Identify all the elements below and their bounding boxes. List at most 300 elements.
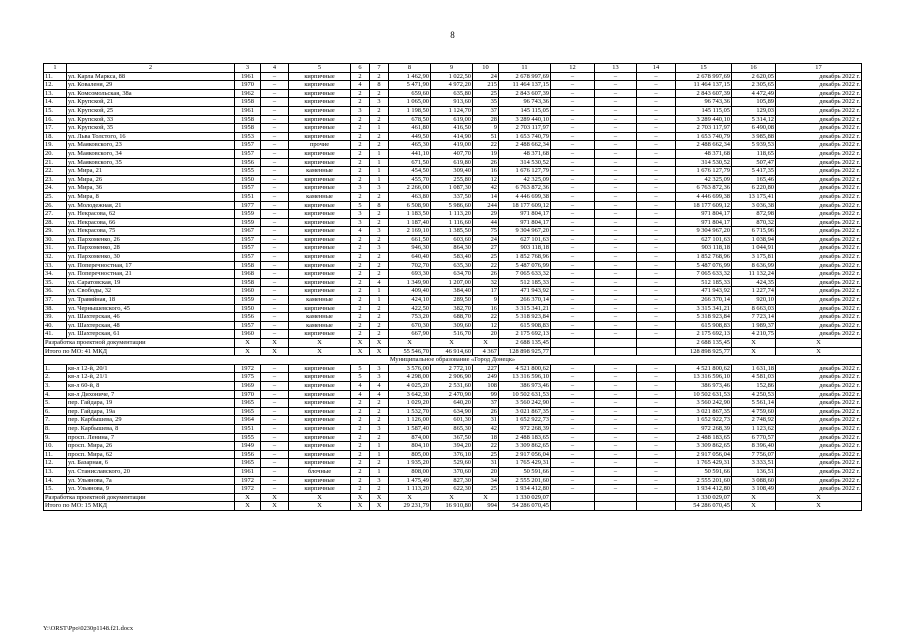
table-cell: ул. Шахтерская, 48 [67, 321, 235, 330]
table-cell: 3. [44, 381, 67, 390]
table-cell: ул. Карла Маркса, 88 [67, 72, 235, 81]
table-cell: – [637, 304, 676, 313]
table-cell: – [637, 106, 676, 115]
table-cell: – [551, 192, 595, 201]
table-cell: декабрь 2022 г. [776, 218, 862, 227]
x-mark: Х [351, 339, 370, 348]
table-cell: 1 676 127,79 [676, 167, 732, 176]
table-cell: ул. Маяковского, 34 [67, 149, 235, 158]
table-cell: 1953 [235, 132, 261, 141]
table-cell: 24 [473, 235, 499, 244]
table-cell: 627 101,63 [676, 235, 732, 244]
table-cell: – [637, 407, 676, 416]
x-mark: Х [289, 347, 351, 356]
x-mark: Х [732, 347, 776, 356]
table-cell: 4. [44, 390, 67, 399]
table-cell: 1972 [235, 476, 261, 485]
table-cell: кирпичные [289, 201, 351, 210]
table-cell: – [595, 261, 637, 270]
table-row [44, 253, 862, 262]
table-cell: 2 [370, 330, 389, 339]
table-cell: 37. [44, 296, 67, 305]
table-cell: 1 935,20 [389, 459, 431, 468]
table-cell: 2 [351, 278, 370, 287]
table-cell: – [551, 485, 595, 494]
table-row [44, 270, 862, 279]
table-cell: 1 126,00 [389, 416, 431, 425]
table-cell: – [551, 407, 595, 416]
table-row [44, 373, 862, 382]
table-cell: декабрь 2022 г. [776, 485, 862, 494]
table-cell: – [595, 287, 637, 296]
table-cell: 1951 [235, 424, 261, 433]
table-cell: 972 268,39 [499, 424, 551, 433]
table-cell: – [637, 416, 676, 425]
table-cell: – [637, 175, 676, 184]
table-cell: 661,50 [389, 235, 431, 244]
total-area: 55 546,70 [389, 347, 431, 356]
table-cell: – [595, 124, 637, 133]
table-cell: 314 530,52 [499, 158, 551, 167]
x-mark: Х [235, 502, 261, 511]
table-cell: – [595, 399, 637, 408]
table-cell: 266 370,14 [676, 296, 732, 305]
table-cell: 640,40 [389, 253, 431, 262]
table-cell: кирпичные [289, 81, 351, 90]
table-cell: 1964 [235, 416, 261, 425]
table-cell: 407,70 [431, 149, 473, 158]
table-cell: 1956 [235, 313, 261, 322]
table-cell: 1959 [235, 296, 261, 305]
table-cell: – [261, 287, 289, 296]
table-cell: – [595, 364, 637, 373]
table-cell: 1 038,94 [732, 235, 776, 244]
table-cell: 1 765 429,31 [499, 459, 551, 468]
table-cell: – [551, 390, 595, 399]
table-cell: 34. [44, 270, 67, 279]
table-row [44, 124, 862, 133]
table-cell: – [551, 278, 595, 287]
table-cell: кв-л 12-й, 20/1 [67, 364, 235, 373]
table-cell: 1 087,30 [431, 184, 473, 193]
table-row [44, 330, 862, 339]
table-cell: 1 [370, 450, 389, 459]
table-cell: 3 [370, 244, 389, 253]
table-cell: 39. [44, 313, 67, 322]
table-cell: – [551, 296, 595, 305]
table-cell: 3 333,51 [732, 459, 776, 468]
table-cell: 1951 [235, 192, 261, 201]
table-row [44, 287, 862, 296]
table-cell: 2 [351, 313, 370, 322]
table-cell: – [551, 287, 595, 296]
table-cell: 2 [370, 72, 389, 81]
table-cell: 1956 [235, 450, 261, 459]
table-cell: 971 804,17 [499, 218, 551, 227]
table-cell: – [261, 72, 289, 81]
table-cell: 244 [473, 201, 499, 210]
table-cell: 20 [473, 330, 499, 339]
table-cell: – [261, 296, 289, 305]
empty-cell [637, 339, 676, 348]
total-amount: 128 898 925,77 [499, 347, 551, 356]
table-cell: 11. [44, 450, 67, 459]
table-cell: 9 [473, 296, 499, 305]
table-cell: 1962 [235, 89, 261, 98]
table-cell: 1960 [235, 330, 261, 339]
table-cell: 25 [473, 485, 499, 494]
table-cell: 37 [473, 399, 499, 408]
table-cell: – [637, 81, 676, 90]
x-mark: Х [732, 339, 776, 348]
table-cell: кв-л Дихониче, 7 [67, 390, 235, 399]
table-cell: 1958 [235, 115, 261, 124]
table-cell: – [551, 141, 595, 150]
table-cell: 1958 [235, 278, 261, 287]
table-cell: – [261, 270, 289, 279]
x-mark: Х [776, 502, 862, 511]
table-cell: 1 116,60 [431, 218, 473, 227]
table-cell: 2 488 662,34 [499, 141, 551, 150]
table-cell: 15. [44, 106, 67, 115]
table-cell: 870,32 [732, 218, 776, 227]
table-cell: 2 [351, 175, 370, 184]
table-cell: кирпичные [289, 253, 351, 262]
table-cell: 1 187,40 [389, 218, 431, 227]
table-cell: 10. [44, 442, 67, 451]
table-cell: 678,50 [389, 115, 431, 124]
table-cell: кирпичные [289, 72, 351, 81]
table-cell: 382,70 [431, 304, 473, 313]
table-cell: 1970 [235, 390, 261, 399]
table-cell: – [595, 141, 637, 150]
table-cell: 5 [351, 373, 370, 382]
table-cell: – [595, 98, 637, 107]
table-cell: 864,30 [431, 244, 473, 253]
table-cell: 22 [473, 141, 499, 150]
table-cell: 2 555 201,60 [499, 476, 551, 485]
table-cell: 3 [351, 106, 370, 115]
table-cell: 17 [473, 287, 499, 296]
table-cell: 1957 [235, 235, 261, 244]
x-mark: Х [289, 502, 351, 511]
table-cell: – [261, 244, 289, 253]
table-cell: 2 703 117,97 [676, 124, 732, 133]
table-cell: – [595, 278, 637, 287]
table-cell: – [595, 175, 637, 184]
table-cell: 2 175 692,13 [499, 330, 551, 339]
table-cell: – [551, 106, 595, 115]
table-cell: блочные [289, 467, 351, 476]
table-cell: – [595, 450, 637, 459]
table-cell: 38. [44, 304, 67, 313]
table-cell: 409,40 [389, 287, 431, 296]
table-cell: кирпичные [289, 390, 351, 399]
table-cell: – [261, 416, 289, 425]
table-cell: – [595, 192, 637, 201]
total-living-area: 46 914,60 [431, 347, 473, 356]
table-cell: 26 [473, 270, 499, 279]
table-cell: 1956 [235, 158, 261, 167]
table-cell: – [637, 201, 676, 210]
total-label: Итого по МО: 15 МКД [44, 502, 235, 511]
table-cell: – [595, 321, 637, 330]
table-cell: – [551, 261, 595, 270]
table-cell: декабрь 2022 г. [776, 98, 862, 107]
column-number: 4 [261, 64, 289, 73]
empty-cell [595, 339, 637, 348]
table-row [44, 364, 862, 373]
table-cell: 865,30 [431, 424, 473, 433]
table-cell: кирпичные [289, 476, 351, 485]
table-cell: 2 266,00 [389, 184, 431, 193]
table-cell: – [595, 167, 637, 176]
table-cell: – [595, 89, 637, 98]
table-cell: декабрь 2022 г. [776, 89, 862, 98]
table-cell: 2 678 997,69 [676, 72, 732, 81]
table-cell: – [551, 72, 595, 81]
x-mark: Х [235, 347, 261, 356]
table-cell: 75 [473, 227, 499, 236]
total-amount: 54 286 070,45 [676, 502, 732, 511]
table-cell: ул. Мира, 21 [67, 167, 235, 176]
table-cell: 25 [473, 450, 499, 459]
table-cell: – [551, 132, 595, 141]
table-cell: – [261, 235, 289, 244]
table-cell: декабрь 2022 г. [776, 459, 862, 468]
table-cell: 50 591,66 [499, 467, 551, 476]
table-cell: 2 [370, 141, 389, 150]
table-cell: – [551, 381, 595, 390]
table-cell: 2 [351, 450, 370, 459]
table-cell: – [595, 476, 637, 485]
table-cell: 449,50 [389, 132, 431, 141]
table-cell: 603,60 [431, 235, 473, 244]
table-cell: 471 943,92 [499, 287, 551, 296]
table-cell: кирпичные [289, 106, 351, 115]
table-cell: – [595, 424, 637, 433]
table-cell: 314 530,52 [676, 158, 732, 167]
table-cell: ул. Некрасова, 66 [67, 218, 235, 227]
table-cell: 3 [370, 373, 389, 382]
table-cell: декабрь 2022 г. [776, 106, 862, 115]
table-cell: 1 475,49 [389, 476, 431, 485]
table-cell: кирпичные [289, 98, 351, 107]
table-cell: 1 113,20 [389, 485, 431, 494]
table-cell: 627 101,63 [499, 235, 551, 244]
table-cell: 129,03 [732, 106, 776, 115]
table-cell: – [261, 124, 289, 133]
table-cell: – [637, 296, 676, 305]
table-cell: 1 198,50 [389, 106, 431, 115]
table-cell: 5 487 076,99 [676, 261, 732, 270]
table-cell: 4 [370, 278, 389, 287]
table-row [44, 304, 862, 313]
table-cell: 2 175 692,13 [676, 330, 732, 339]
table-cell: – [551, 210, 595, 219]
table-cell: 42 [473, 424, 499, 433]
table-cell: – [261, 81, 289, 90]
table-cell: декабрь 2022 г. [776, 364, 862, 373]
table-cell: 48 371,68 [499, 149, 551, 158]
table-cell: – [637, 287, 676, 296]
x-mark: Х [370, 493, 389, 502]
table-cell: ул. Некрасова, 75 [67, 227, 235, 236]
table-cell: 4 [351, 390, 370, 399]
table-cell: декабрь 2022 г. [776, 167, 862, 176]
table-cell: ул. Поперечностная, 17 [67, 261, 235, 270]
table-row [44, 98, 862, 107]
empty-cell [551, 339, 595, 348]
table-cell: кирпичные [289, 381, 351, 390]
column-number: 11 [499, 64, 551, 73]
table-cell: 619,80 [431, 158, 473, 167]
total-residents: 994 [473, 502, 499, 511]
table-cell: – [637, 227, 676, 236]
table-cell: 5 417,35 [732, 167, 776, 176]
table-cell: 3 [370, 184, 389, 193]
table-cell: – [551, 115, 595, 124]
table-cell: 3 108,49 [732, 485, 776, 494]
table-cell: кирпичные [289, 89, 351, 98]
table-cell: – [261, 390, 289, 399]
table-cell: 48 371,68 [676, 149, 732, 158]
table-cell: 3 [351, 210, 370, 219]
table-cell: – [551, 175, 595, 184]
table-cell: 7 723,14 [732, 313, 776, 322]
table-cell: 16 [473, 167, 499, 176]
table-cell: ул. Пархоменко, 26 [67, 235, 235, 244]
table-cell: 601,30 [431, 416, 473, 425]
table-cell: 1 652 922,73 [499, 416, 551, 425]
x-mark: Х [261, 339, 289, 348]
design-documentation-row [44, 339, 862, 348]
table-cell: 14 [473, 192, 499, 201]
table-cell: 13 316 596,10 [499, 373, 551, 382]
table-cell: – [261, 89, 289, 98]
table-cell: 1 653 740,79 [499, 132, 551, 141]
table-cell: 29 [473, 210, 499, 219]
table-cell: 10 502 631,53 [676, 390, 732, 399]
table-cell: 465,30 [389, 141, 431, 150]
table-cell: 337,50 [431, 192, 473, 201]
table-cell: 118,65 [732, 149, 776, 158]
table-cell: – [261, 149, 289, 158]
table-cell: 99 [473, 390, 499, 399]
table-cell: кирпичные [289, 330, 351, 339]
table-cell: 255,80 [431, 175, 473, 184]
table-cell: 6 508,90 [389, 201, 431, 210]
table-cell: 1 183,50 [389, 210, 431, 219]
x-mark: Х [261, 502, 289, 511]
table-row [44, 321, 862, 330]
table-cell: – [261, 184, 289, 193]
table-cell: декабрь 2022 г. [776, 235, 862, 244]
table-cell: декабрь 2022 г. [776, 72, 862, 81]
table-cell: кирпичные [289, 261, 351, 270]
table-cell: 249 [473, 373, 499, 382]
table-cell: 622,30 [431, 485, 473, 494]
table-cell: 19 [473, 149, 499, 158]
table-cell: – [261, 115, 289, 124]
empty-cell [595, 493, 637, 502]
table-cell: 2 [351, 296, 370, 305]
table-cell: – [595, 244, 637, 253]
table-cell: каменные [289, 296, 351, 305]
table-cell: 619,00 [431, 115, 473, 124]
table-cell: 507,47 [732, 158, 776, 167]
table-cell: 5 561,14 [732, 399, 776, 408]
table-cell: 2 917 056,04 [499, 450, 551, 459]
table-cell: – [261, 304, 289, 313]
table-cell: 3 309 862,65 [499, 442, 551, 451]
table-cell: 13. [44, 89, 67, 98]
table-cell: – [261, 106, 289, 115]
table-row [44, 175, 862, 184]
table-cell: 424,35 [732, 278, 776, 287]
table-cell: 3 309 862,65 [676, 442, 732, 451]
table-cell: декабрь 2022 г. [776, 81, 862, 90]
column-number: 2 [67, 64, 235, 73]
table-row [44, 450, 862, 459]
table-cell: 14. [44, 98, 67, 107]
table-cell: 1965 [235, 399, 261, 408]
table-cell: 2 [351, 115, 370, 124]
table-row [44, 459, 862, 468]
table-cell: 702,70 [389, 261, 431, 270]
table-cell: 1970 [235, 81, 261, 90]
table-cell: – [261, 278, 289, 287]
table-cell: 640,20 [431, 399, 473, 408]
table-cell: 693,30 [389, 270, 431, 279]
table-cell: 3 021 867,35 [676, 407, 732, 416]
table-cell: каменные [289, 321, 351, 330]
table-cell: 367,50 [431, 433, 473, 442]
table-cell: 1958 [235, 124, 261, 133]
table-cell: 1 [370, 287, 389, 296]
table-cell: 6 763 872,36 [499, 184, 551, 193]
table-cell: 1955 [235, 167, 261, 176]
table-cell: 9 304 967,20 [676, 227, 732, 236]
table-cell: – [261, 201, 289, 210]
column-number: 12 [551, 64, 595, 73]
table-row [44, 485, 862, 494]
table-cell: – [261, 210, 289, 219]
table-cell: – [637, 364, 676, 373]
table-cell: 386 973,46 [676, 381, 732, 390]
table-cell: 4 [370, 381, 389, 390]
table-cell: 1 852 768,96 [676, 253, 732, 262]
table-cell: 455,70 [389, 175, 431, 184]
table-cell: 1 [370, 158, 389, 167]
table-cell: – [637, 313, 676, 322]
table-cell: 2 [370, 261, 389, 270]
table-cell: 1957 [235, 149, 261, 158]
table-cell: 5 318 923,84 [499, 313, 551, 322]
table-cell: 1 462,90 [389, 72, 431, 81]
x-mark: Х [370, 339, 389, 348]
table-cell: 3 315 341,21 [499, 304, 551, 313]
table-row [44, 235, 862, 244]
table-cell: кирпичные [289, 416, 351, 425]
table-cell: – [637, 476, 676, 485]
table-cell: 1969 [235, 381, 261, 390]
table-cell: 2 [351, 98, 370, 107]
table-cell: – [551, 253, 595, 262]
table-cell: 2 [351, 253, 370, 262]
x-mark: Х [431, 339, 473, 348]
total-residents: 4 367 [473, 347, 499, 356]
